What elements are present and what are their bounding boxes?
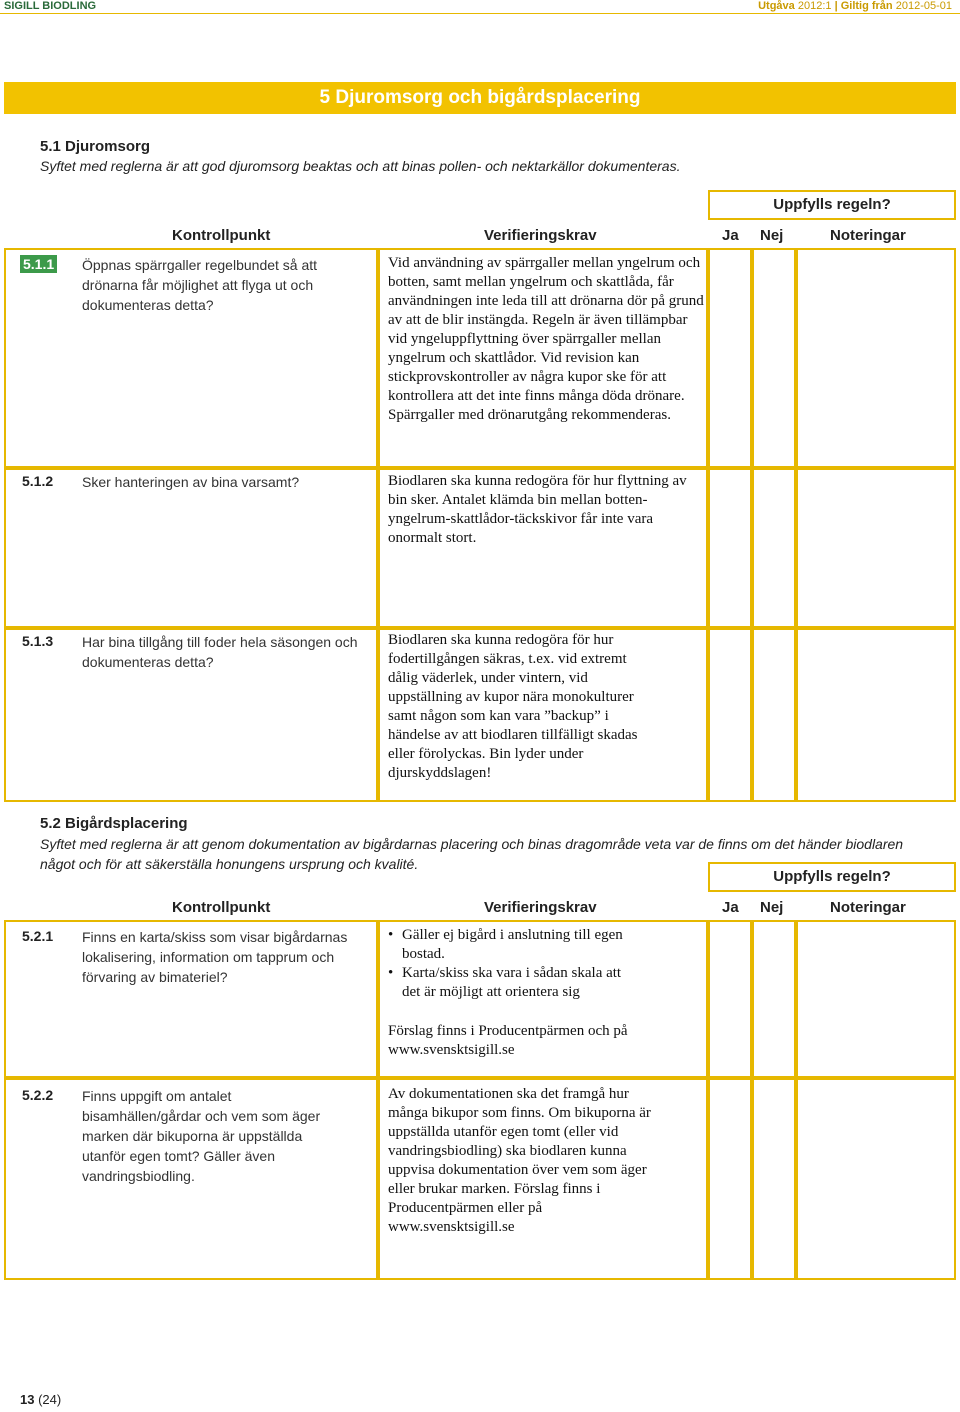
edition-value: 2012:1 [797,0,832,12]
brand-header: SIGILL BIODLING [4,0,97,12]
uppfylls-header-5-1: Uppfylls regeln? [708,190,956,220]
notes-field[interactable] [796,1078,956,1280]
page-current: 13 [20,1392,35,1407]
question-text: Finns uppgift om antalet bisamhällen/gårdar och vem som äger marken där bikuporna är uppställda utanför egen tomt? Gäller även vandringsbiodling. [82,1088,321,1184]
col-ja: Ja [722,227,739,244]
col-noteringar: Noteringar [830,899,906,916]
col-verifieringskrav: Verifieringskrav [484,899,597,916]
col-verifieringskrav: Verifieringskrav [484,227,597,244]
ja-checkbox[interactable] [708,920,752,1078]
verification-text: Biodlaren ska kunna redogöra för hur fodertillgången säkras, t.ex. vid extremt dålig väderlek, under vintern, vid uppställning av kupor nära monokulturer samt någon som kan vara ”backup” i händelse av att biodlaren tillfälligt skadas eller förolyckas. Bin lyder under djurskyddslagen! [388,632,638,781]
nej-checkbox[interactable] [752,468,796,628]
question-cell [4,468,378,628]
section-heading-5-1: 5.1 Djuromsorg [40,138,151,155]
verification-text: Av dokumentationen ska det framgå hur många bikupor som finns. Om bikuporna är uppställda utanför egen tomt (eller vid vandringsbiodling) ska biodlaren kunna uppvisa dokumentation över vem som äger eller brukar marken. Förslag finns i Producentpärmen eller på www.svensktsigill.se [388,1086,651,1235]
notes-field[interactable] [796,920,956,1078]
ja-checkbox[interactable] [708,248,752,468]
ja-checkbox[interactable] [708,1078,752,1280]
row-number [20,256,57,272]
bullet-item: • Karta/skiss ska vara i sådan skala att det är möjligt att orientera sig [388,964,638,1002]
row-number: 5.1.3 [22,633,54,649]
col-kontrollpunkt: Kontrollpunkt [172,227,271,244]
header-divider [0,13,960,14]
row-number: 5.2.1 [22,928,54,944]
edition-info [758,0,952,12]
question-text: Öppnas spärrgaller regelbundet så att drönarna får möjlighet att flyga ut och dokumenteras detta? [82,257,318,313]
notes-field[interactable] [796,248,956,468]
question-text: Sker hanteringen av bina varsamt? [82,474,300,490]
verification-text: Förslag finns i Producentpärmen och på www.svensktsigill.se [388,1023,628,1058]
ja-checkbox[interactable] [708,468,752,628]
row-number-badge: 5.1.1 [20,255,57,273]
nej-checkbox[interactable] [752,920,796,1078]
verification-text: Vid användning av spärrgaller mellan yngelrum och botten, samt mellan yngelrum och skattlåda, får användningen inte leda till att drönarna dör på grund av att de blir instängda. Regeln är även tillämpbar vid yngeluppflyttning över spärrgaller mellan yngelrum och skattlådor. Vid revision kan stickprovskontroller av några kupor ske för att kontrollera att det inte finns många döda drönare. Spärrgaller med drönarutgång rekommenderas. [388,255,704,423]
col-kontrollpunkt: Kontrollpunkt [172,899,271,916]
uppfylls-header-5-2: Uppfylls regeln? [708,862,956,892]
verification-list [388,926,638,1002]
valid-value: 2012-05-01 [895,0,952,12]
ja-checkbox[interactable] [708,628,752,802]
nej-checkbox[interactable] [752,248,796,468]
edition-label: Utgåva [758,0,795,12]
notes-field[interactable] [796,628,956,802]
col-noteringar: Noteringar [830,227,906,244]
col-nej: Nej [760,899,784,916]
nej-checkbox[interactable] [752,1078,796,1280]
verification-text: Biodlaren ska kunna redogöra för hur flyttning av bin sker. Antalet klämda bin mellan botten-yngelrum-skattlådor-täckskivor får inte vara onormalt stort. [388,473,687,546]
col-ja: Ja [722,899,739,916]
edition-separator: | [834,0,838,12]
question-text: Finns en karta/skiss som visar bigårdarnas lokalisering, information om tapprum och förvaring av bimateriel? [82,929,348,985]
notes-field[interactable] [796,468,956,628]
row-number: 5.1.2 [22,473,54,489]
col-nej: Nej [760,227,784,244]
valid-label: Giltig från [840,0,893,12]
section-purpose-5-1: Syftet med reglerna är att god djuromsorg beaktas och att binas pollen- och nektarkällor dokumenteras. [40,158,681,174]
page-total: (24) [38,1392,62,1407]
nej-checkbox[interactable] [752,628,796,802]
section-heading-5-2: 5.2 Bigårdsplacering [40,815,188,832]
page-number [20,1392,61,1407]
chapter-title: 5 Djuromsorg och bigårdsplacering [4,82,956,114]
section-purpose-5-2: Syftet med reglerna är att genom dokumentation av bigårdarnas placering och binas dragområde veta var de finns om det händer biodlaren något och för att säkerställa honungens ursprung och kvalité. [40,836,904,872]
row-number: 5.2.2 [22,1087,54,1103]
bullet-item: • Gäller ej bigård i anslutning till egen bostad. [388,926,638,964]
question-text: Har bina tillgång till foder hela säsongen och dokumenteras detta? [82,634,358,670]
